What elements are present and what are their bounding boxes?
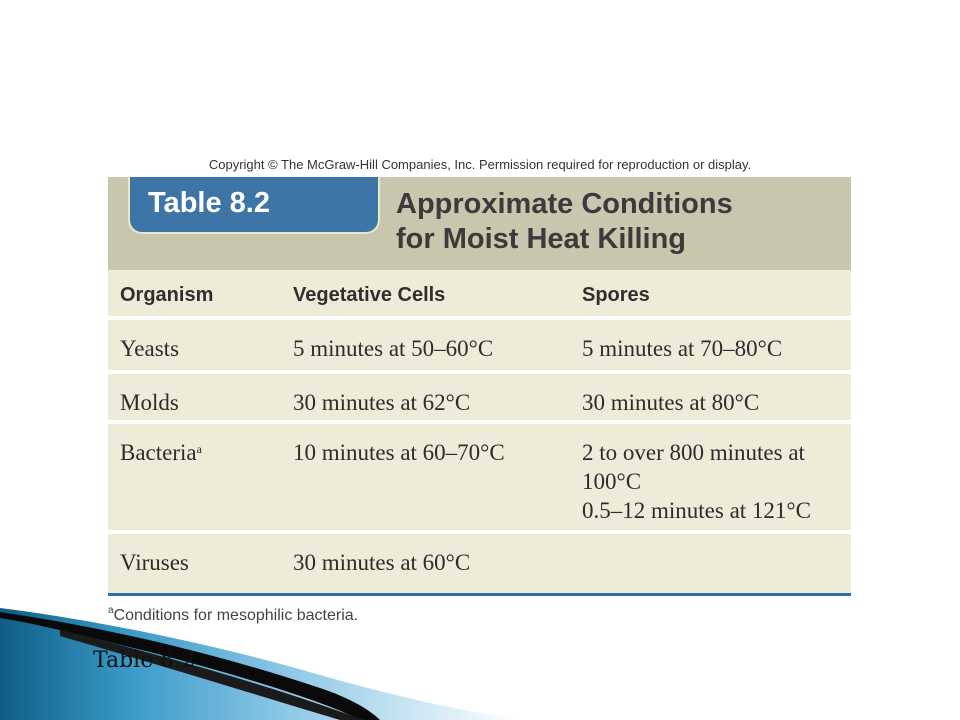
conditions-table xyxy=(108,270,851,596)
table-title xyxy=(396,187,836,257)
footnote-reference: a xyxy=(196,442,202,456)
cell-vegetative: 10 minutes at 60–70°C xyxy=(293,440,505,465)
header-organism: Organism xyxy=(120,284,214,306)
cell-vegetative: 30 minutes at 60°C xyxy=(293,550,471,575)
table-header-band xyxy=(108,177,851,270)
table-row xyxy=(108,374,851,424)
spores-line-3: 0.5–12 minutes at 121°C xyxy=(582,498,811,523)
cell-spores: 30 minutes at 80°C xyxy=(582,390,760,415)
cell-organism: Yeasts xyxy=(120,336,180,361)
spores-line-1: 2 to over 800 minutes at xyxy=(582,440,805,465)
table-row xyxy=(108,534,851,596)
table-footnote xyxy=(108,607,358,625)
table-title-line-1: Approximate Conditions xyxy=(396,188,733,220)
table-title-line-2: for Moist Heat Killing xyxy=(396,223,686,255)
table-header-row xyxy=(108,270,851,320)
table-row xyxy=(108,320,851,374)
table-label: Table 8.2 xyxy=(148,187,270,219)
spores-line-2: 100°C xyxy=(582,469,642,494)
table-row xyxy=(108,424,851,534)
slide-caption: Table 8.2 xyxy=(93,648,196,673)
footnote-text: Conditions for mesophilic bacteria. xyxy=(113,607,359,624)
cell-spores: 5 minutes at 70–80°C xyxy=(582,336,783,361)
cell-organism xyxy=(120,438,290,467)
copyright-notice: Copyright © The McGraw-Hill Companies, Inc. Permission required for reproduction or display. xyxy=(208,157,752,172)
cell-vegetative: 5 minutes at 50–60°C xyxy=(293,336,494,361)
organism-name: Bacteria xyxy=(120,440,197,465)
cell-vegetative: 30 minutes at 62°C xyxy=(293,390,471,415)
cell-spores xyxy=(582,438,850,525)
header-spores: Spores xyxy=(582,284,650,306)
footnote-mark: a xyxy=(108,605,114,616)
header-vegetative-cells: Vegetative Cells xyxy=(293,284,446,306)
cell-organism: Viruses xyxy=(120,550,189,575)
cell-organism: Molds xyxy=(120,390,179,415)
